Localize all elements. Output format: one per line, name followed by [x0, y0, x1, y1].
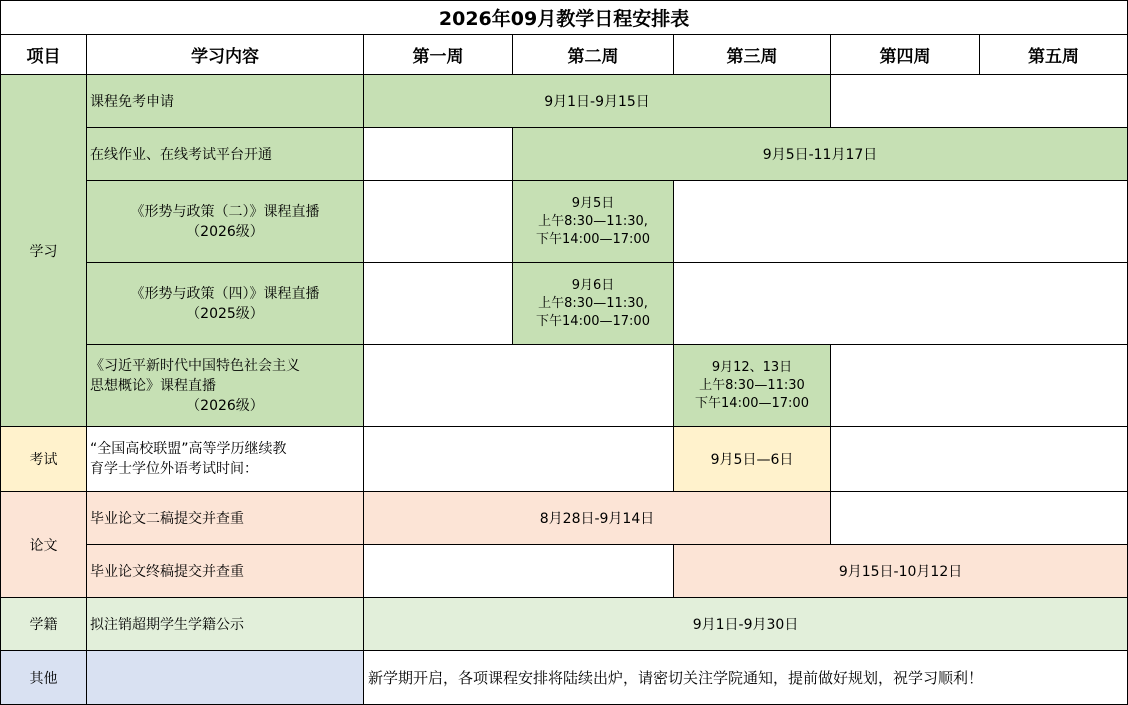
category-other: 其他 — [1, 651, 87, 705]
row-content — [87, 263, 364, 345]
empty-cell — [831, 75, 1128, 128]
time-line: 上午8:30—11:30, — [538, 295, 648, 311]
row-content — [87, 181, 364, 263]
content-line: （2026级） — [186, 223, 264, 240]
header-week1: 第一周 — [364, 35, 513, 75]
time-line: 下午14:00—17:00 — [695, 395, 809, 411]
row-time: 9月15日-10月12日 — [674, 545, 1128, 598]
time-line: 9月12、13日 — [711, 359, 793, 375]
other-note: 新学期开启，各项课程安排将陆续出炉，请密切关注学院通知，提前做好规划，祝学习顺利！ — [364, 651, 1128, 705]
header-week2: 第二周 — [513, 35, 674, 75]
table-row — [1, 128, 1128, 181]
row-content: 课程免考申请 — [87, 75, 364, 128]
row-content — [87, 345, 364, 427]
table-row — [1, 263, 1128, 345]
time-line: 9月6日 — [571, 277, 615, 293]
time-line: 下午14:00—17:00 — [536, 313, 650, 329]
content-line: （2025级） — [186, 305, 264, 322]
empty-cell — [674, 181, 1128, 263]
empty-cell — [364, 545, 674, 598]
row-time — [513, 181, 674, 263]
header-week3: 第三周 — [674, 35, 831, 75]
table-row — [1, 345, 1128, 427]
content-line: 《形势与政策（二）》课程直播 — [130, 203, 320, 220]
empty-cell — [364, 263, 513, 345]
content-line: “全国高校联盟”高等学历继续教 — [90, 441, 287, 457]
row-time: 9月5日—6日 — [674, 427, 831, 492]
empty-cell — [831, 427, 1128, 492]
empty-cell — [831, 345, 1128, 427]
header-week5: 第五周 — [980, 35, 1128, 75]
row-content: 毕业论文终稿提交并查重 — [87, 545, 364, 598]
header-content: 学习内容 — [87, 35, 364, 75]
row-time: 9月1日-9月30日 — [364, 598, 1128, 651]
row-content: 拟注销超期学生学籍公示 — [87, 598, 364, 651]
content-line: 《形势与政策（四）》课程直播 — [130, 285, 320, 302]
empty-cell — [364, 181, 513, 263]
row-time — [513, 263, 674, 345]
row-time: 9月1日-9月15日 — [364, 75, 831, 128]
content-line: 《习近平新时代中国特色社会主义 — [90, 357, 300, 374]
header-row — [1, 35, 1128, 75]
time-line: 下午14:00—17:00 — [536, 231, 650, 247]
table-row — [1, 427, 1128, 492]
table-row — [1, 75, 1128, 128]
page-title: 2026年09月教学日程安排表 — [1, 1, 1128, 35]
category-thesis: 论文 — [1, 492, 87, 598]
table-row — [1, 492, 1128, 545]
empty-cell — [674, 263, 1128, 345]
empty-cell — [364, 345, 674, 427]
time-line: 上午8:30—11:30, — [538, 213, 648, 229]
category-status: 学籍 — [1, 598, 87, 651]
time-line: 上午8:30—11:30 — [699, 377, 805, 393]
row-content: 在线作业、在线考试平台开通 — [87, 128, 364, 181]
time-line: 9月5日 — [571, 195, 615, 211]
row-time — [674, 345, 831, 427]
row-content — [87, 427, 364, 492]
empty-cell — [364, 128, 513, 181]
header-item: 项目 — [1, 35, 87, 75]
empty-cell — [364, 427, 674, 492]
table-row — [1, 181, 1128, 263]
row-content: 毕业论文二稿提交并查重 — [87, 492, 364, 545]
header-week4: 第四周 — [831, 35, 980, 75]
row-time: 9月5日-11月17日 — [513, 128, 1128, 181]
category-exam: 考试 — [1, 427, 87, 492]
table-row — [1, 598, 1128, 651]
row-time: 8月28日-9月14日 — [364, 492, 831, 545]
empty-cell — [831, 492, 1128, 545]
table-row — [1, 545, 1128, 598]
category-study: 学习 — [1, 75, 87, 427]
content-line: 育学士学位外语考试时间： — [90, 461, 258, 477]
empty-cell — [87, 651, 364, 705]
content-line: （2026级） — [186, 397, 264, 414]
table-row — [1, 651, 1128, 705]
content-line: 思想概论》课程直播 — [90, 377, 216, 394]
